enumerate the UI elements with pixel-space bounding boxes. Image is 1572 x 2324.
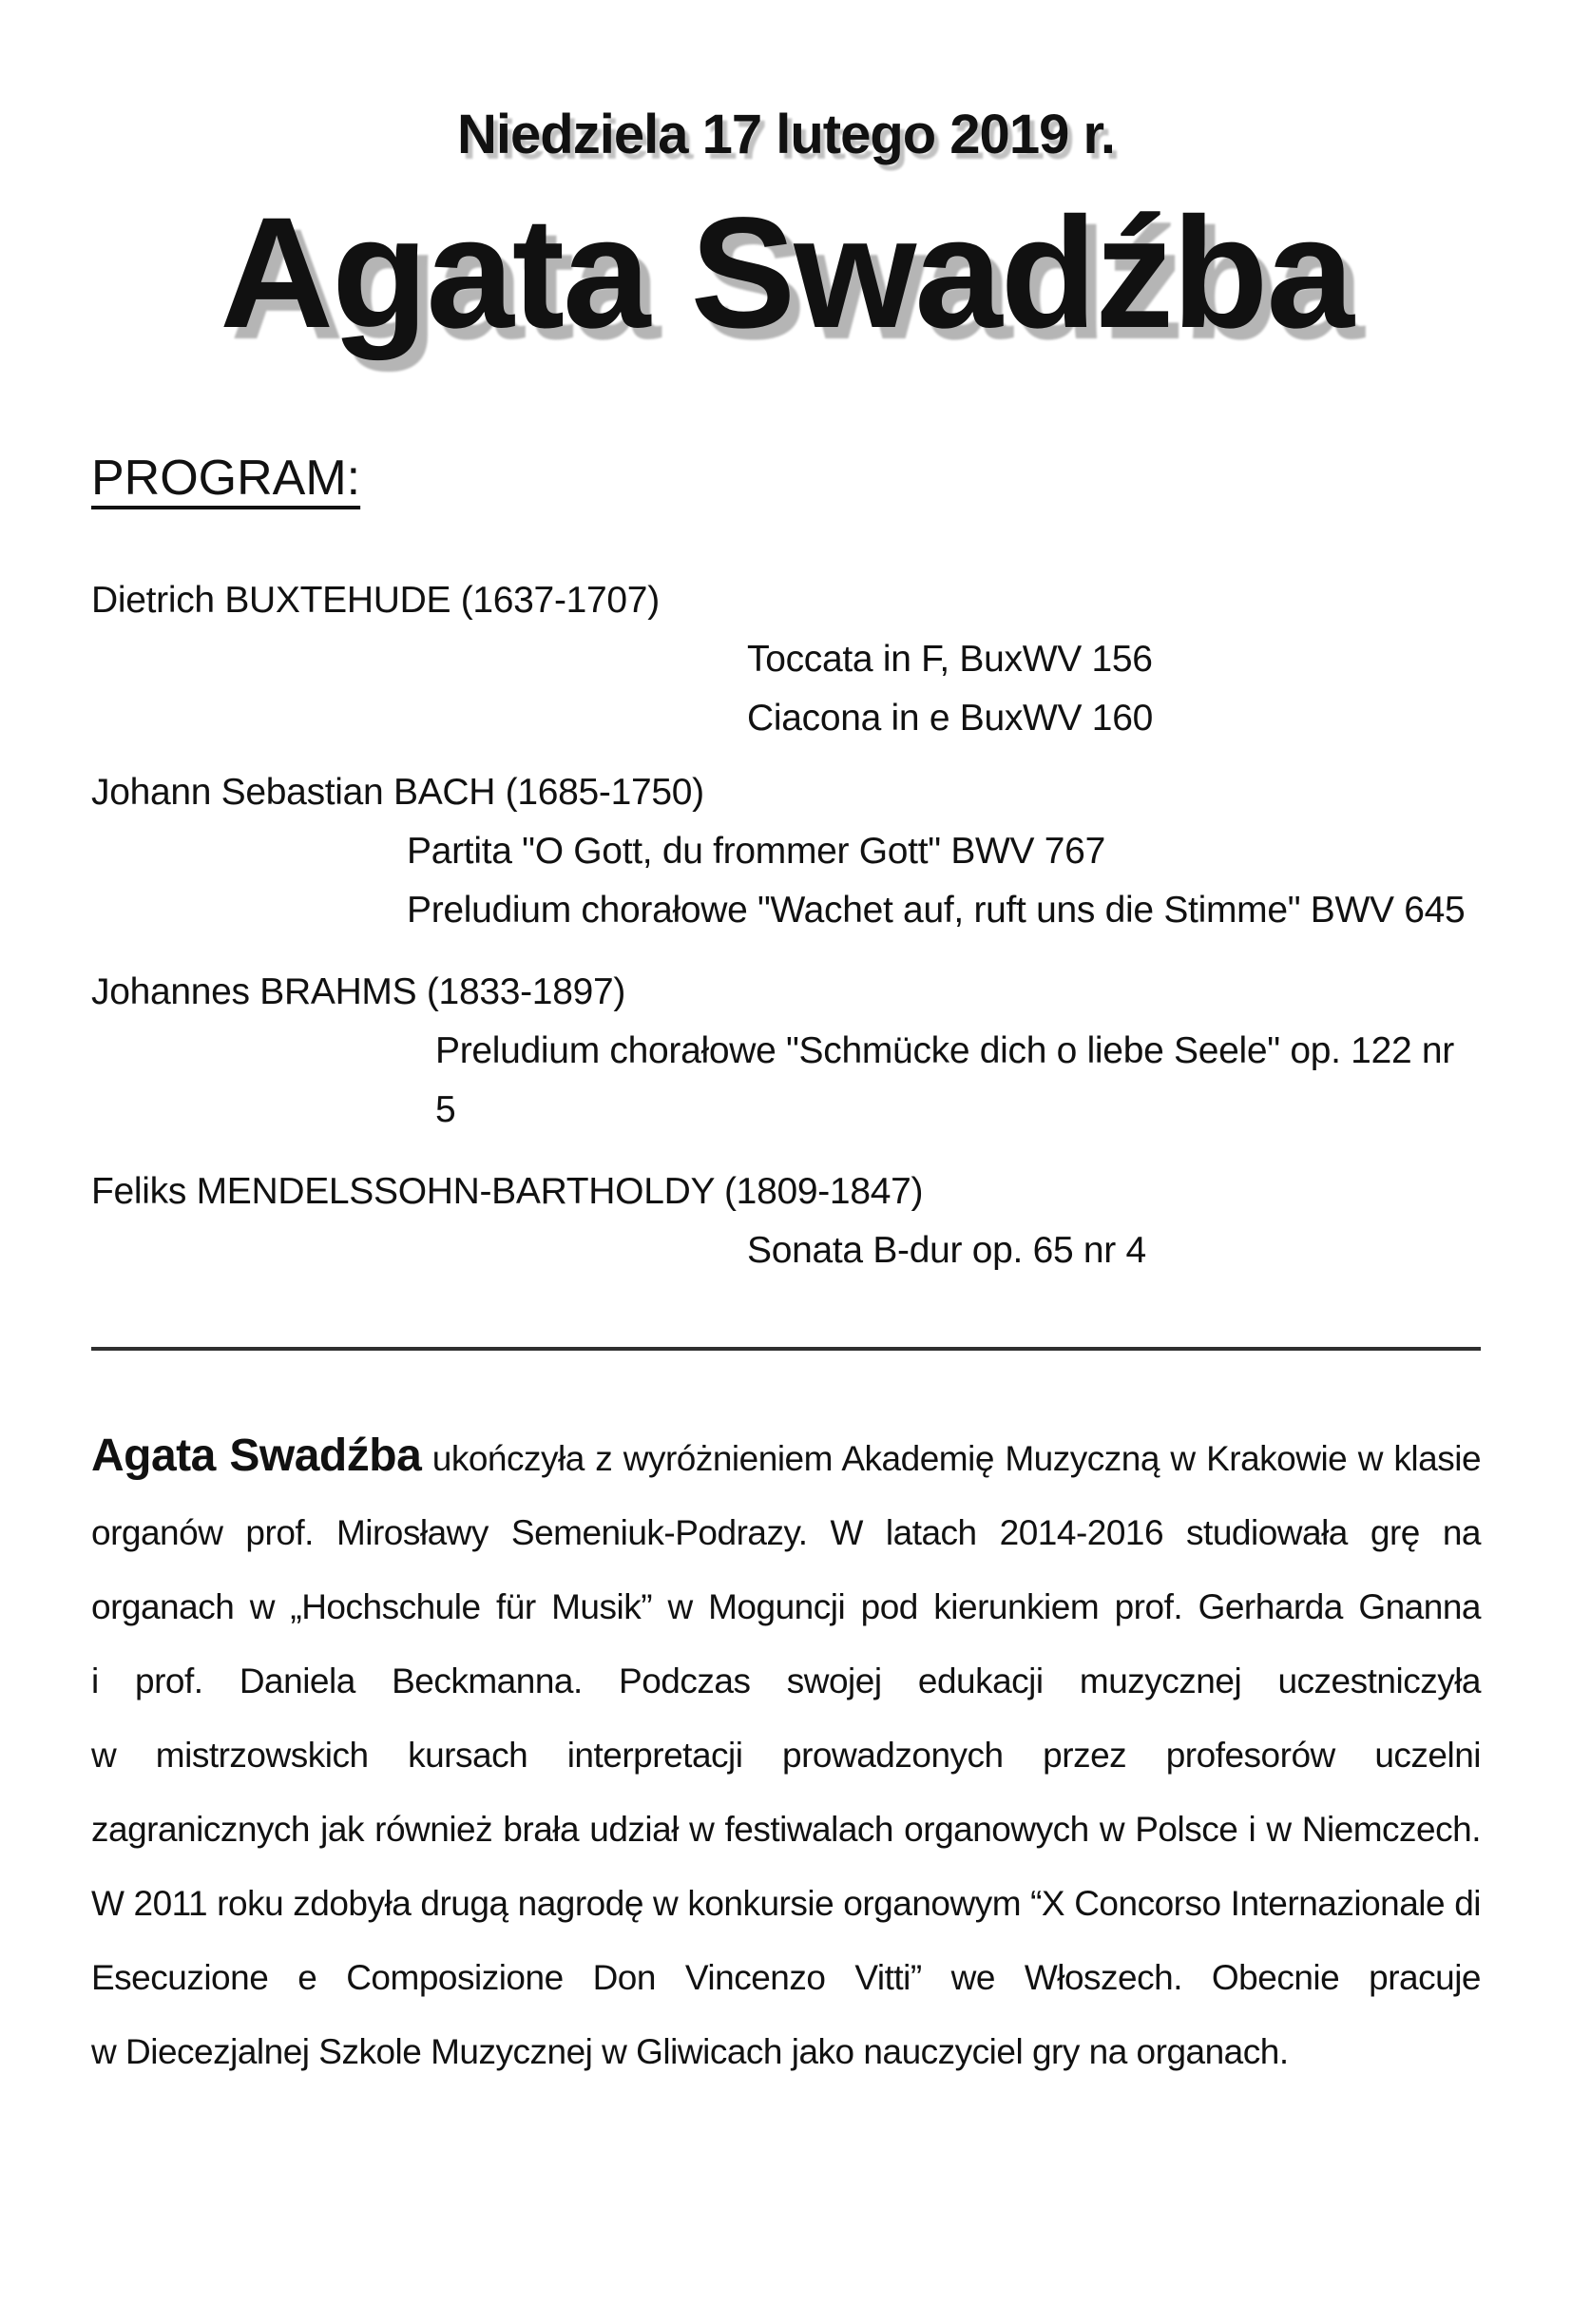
piece-line: Preludium chorałowe "Wachet auf, ruft uns die Stimme" BWV 645 bbox=[407, 889, 1466, 931]
piece-line: Ciacona in e BuxWV 160 bbox=[747, 697, 1153, 739]
bio-line: i prof. Daniela Beckmanna. Podczas swojej edukacji muzycznej uczestniczyła bbox=[91, 1661, 1481, 1700]
piece-line: Preludium chorałowe "Schmücke dich o liebe Seele" op. 122 nr 5 bbox=[435, 1029, 1454, 1130]
piece-line: Partita "O Gott, du frommer Gott" BWV 767 bbox=[407, 830, 1105, 872]
bio-line bbox=[91, 1419, 1481, 1496]
bio-line: Esecuzione e Composizione Don Vincenzo Vitti” we Włoszech. Obecnie pracuje bbox=[91, 1957, 1481, 1997]
program-group-buxtehude bbox=[91, 571, 1481, 748]
bio-line: zagranicznych jak również brała udział w festiwalach organowych w Polsce i w Niemczech. bbox=[91, 1809, 1481, 1849]
bio-line-text: ukończyła z wyróżnieniem Akademię Muzyczną w Krakowie w klasie bbox=[431, 1438, 1482, 1478]
bio-line: organach w „Hochschule für Musik” w Moguncji pod kierunkiem prof. Gerharda Gnanna bbox=[91, 1586, 1481, 1626]
program-group-bach bbox=[91, 763, 1481, 940]
bio-line: w Diecezjalnej Szkole Muzycznej w Gliwicach jako nauczyciel gry na organach. bbox=[91, 2031, 1289, 2071]
bio-line: W 2011 roku zdobyła drugą nagrodę w konkursie organowym “X Concorso Internazionale di bbox=[91, 1883, 1481, 1923]
composer-line: Johannes BRAHMS (1833-1897) bbox=[91, 970, 626, 1012]
program-section bbox=[91, 571, 1481, 1280]
program-group-mendelssohn bbox=[91, 1162, 1481, 1280]
program-group-brahms bbox=[91, 963, 1481, 1140]
program-heading: PROGRAM: bbox=[91, 451, 361, 507]
composer-line: Dietrich BUXTEHUDE (1637-1707) bbox=[91, 579, 660, 621]
date-heading: Niedziela 17 lutego 2019 r. bbox=[457, 104, 1115, 165]
performer-title: Agata Swadźba bbox=[220, 184, 1352, 361]
composer-line: Johann Sebastian BACH (1685-1750) bbox=[91, 771, 704, 813]
bio-line: organów prof. Mirosławy Semeniuk-Podrazy. W latach 2014-2016 studiowała grę na bbox=[91, 1512, 1481, 1552]
biography-section bbox=[91, 1419, 1481, 2089]
piece-line: Sonata B-dur op. 65 nr 4 bbox=[747, 1229, 1146, 1271]
divider-rule bbox=[91, 1347, 1481, 1351]
piece-line: Toccata in F, BuxWV 156 bbox=[747, 638, 1153, 680]
concert-program-page bbox=[0, 101, 1572, 2324]
composer-line: Feliks MENDELSSOHN-BARTHOLDY (1809-1847) bbox=[91, 1170, 924, 1212]
bio-line: w mistrzowskich kursach interpretacji prowadzonych przez profesorów uczelni bbox=[91, 1735, 1481, 1775]
bio-lead-name: Agata Swadźba bbox=[91, 1430, 422, 1481]
